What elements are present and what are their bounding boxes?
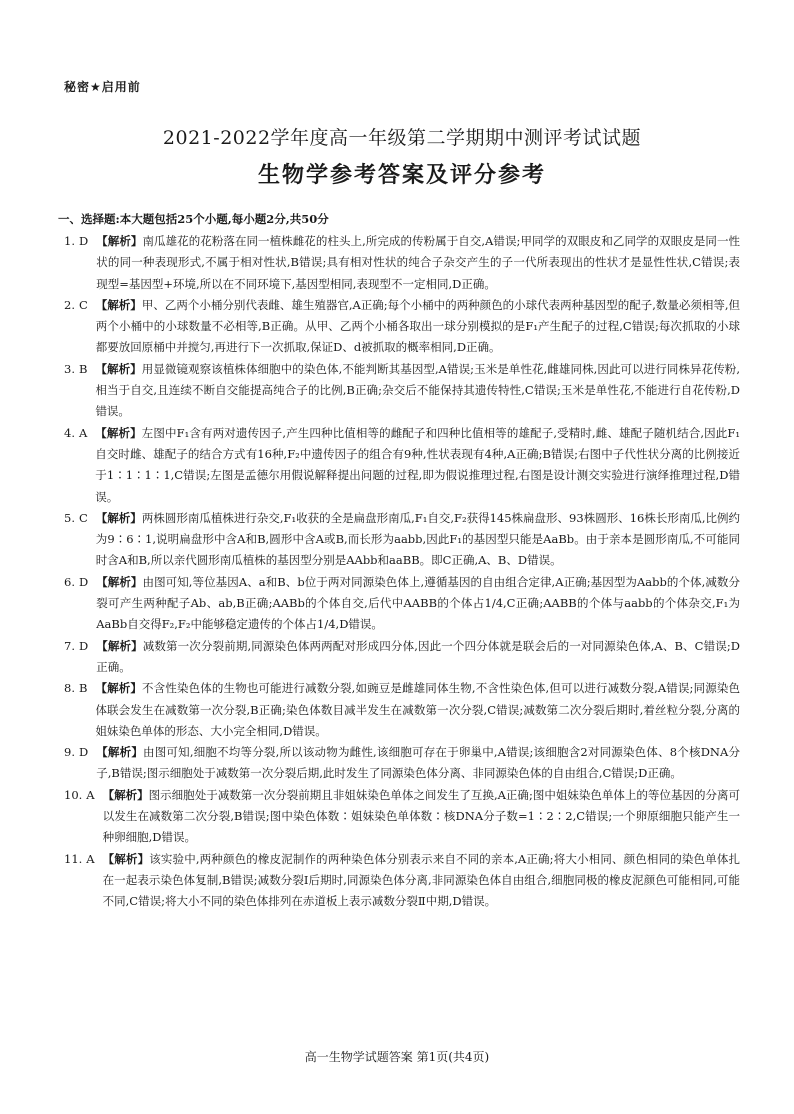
explanation [103,785,740,849]
analysis-tag: 【解析】 [96,745,144,760]
answer-list [64,231,740,913]
answer-choice: D [78,745,89,760]
answer-item [64,678,740,742]
question-number: 4. [64,425,75,440]
analysis-tag: 【解析】 [95,361,142,376]
analysis-tag: 【解析】 [95,681,143,696]
explanation-text: 用显微镜观察该植株体细胞中的染色体,不能判断其基因型,A错误;玉米是单性花,雌雄同株,因此可以进行同株异花传粉,相当于自交,且连续不断自交能提高纯合子的比例,B正确;杂交后不能保持其遗传特性,C错误;玉米是单性花,不能进行自花传粉,D错误。 [95,361,741,419]
answer-item [64,359,740,423]
answer-item [64,231,740,295]
question-number: 8. [64,681,75,696]
analysis-tag: 【解析】 [95,510,142,525]
question-number: 5. [64,510,75,525]
answer-choice: D [78,638,89,653]
answer-item [64,742,740,785]
explanation [95,359,740,423]
section-heading: 一、选择题:本大题包括25个小题,每小题2分,共50分 [58,212,329,226]
question-number: 11. [64,851,83,866]
explanation-text: 由图可知,等位基因A、a和B、b位于两对同源染色体上,遵循基因的自由组合定律,A正确;基因型为Aabb的个体,减数分裂可产生两种配子Ab、ab,B正确;AABb的个体自交,后代中AABB的个体占1/4,C正确;AABB的个体与aabb的个体杂交,F₁为AaBb自交得F₂,F₂中能够稳定遗传的个体占1/4,D错误。 [96,574,741,632]
question-number: 10. [64,787,83,802]
question-number: 2. [64,297,75,312]
question-number: 6. [64,574,75,589]
explanation-text: 甲、乙两个小桶分别代表雌、雄生殖器官,A正确;每个小桶中的两种颜色的小球代表两种基因型的配子,数量必须相等,但两个小桶中的小球数量不必相等,B正确。从甲、乙两个小桶各取出一球分别模拟的是F₁产生配子的过程,C错误;每次抓取的小球都要放回原桶中并搅匀,再进行下一次抓取,保证D、d被抓取的概率相同,D正确。 [95,297,741,355]
answer-item [64,636,740,679]
answer-choice: D [78,234,89,248]
question-number: 9. [64,745,75,760]
answer-item [64,508,740,572]
explanation [96,636,740,679]
answer-choice: A [78,425,88,440]
explanation [103,849,740,913]
explanation [95,678,740,742]
exam-title: 2021-2022学年度高一年级第二学期期中测评考试试题 [162,127,642,149]
explanation-text: 不含性染色体的生物也可能进行减数分裂,如豌豆是雌雄同体生物,不含性染色体,但可以进行减数分裂,A错误;同源染色体联会发生在减数第一次分裂,B正确;染色体数目减半发生在减数第一次分裂,C错误;减数第二次分裂后期时,着丝粒分裂,分离的姐妹染色单体的形态、大小完全相同,D错误。 [95,681,741,738]
question-number: 1. [64,234,75,248]
analysis-tag: 【解析】 [96,234,143,248]
explanation [96,742,740,785]
answer-item [64,572,740,636]
explanation-text: 南瓜雄花的花粉落在同一植株雌花的柱头上,所完成的传粉属于自交,A错误;甲同学的双眼皮和乙同学的双眼皮是同一性状的同一种表现形式,不属于相对性状,B错误;具有相对性状的纯合子杂交产生的子一代所表现出的性状才是显性性状,C错误;表现型=基因型+环境,所以在不同环境下,基因型相同,表现型不一定相同,D正确。 [96,234,741,291]
explanation [95,423,740,508]
answer-choice: B [78,361,88,376]
explanation-text: 图示细胞处于减数第一次分裂前期且非姐妹染色单体之间发生了互换,A正确;图中姐妹染色单体上的等位基因的分离可以发生在减数第二次分裂,B错误;图中染色体数∶姐妹染色单体数∶核DNA分子数=1∶2∶2,C错误;一个卵原细胞只能产生一种卵细胞,D错误。 [102,787,740,845]
analysis-tag: 【解析】 [95,297,142,312]
answer-item [64,785,740,849]
answer-choice: C [78,297,88,312]
explanation-text: 左图中F₁含有两对遗传因子,产生四种比值相等的雌配子和四种比值相等的雄配子,受精时,雌、雄配子随机结合,因此F₁自交时雌、雄配子的结合方式有16种,F₂中遗传因子的组合有9种,性状表现有4种,A正确;B错误;右图中子代性状分离的比例接近于1∶1∶1∶1,C错误;左图是孟德尔用假说解释提出问题的过程,即为假说推理过程,右图是设计测交实验进行演绎推理过程,D错误。 [95,425,740,504]
answer-choice: B [78,681,88,696]
question-number: 3. [64,361,75,376]
analysis-tag: 【解析】 [96,638,143,653]
answer-choice: C [78,510,88,525]
explanation [96,231,740,295]
analysis-tag: 【解析】 [102,851,150,866]
analysis-tag: 【解析】 [102,787,149,802]
explanation-text: 由图可知,细胞不均等分裂,所以该动物为雌性,该细胞可存在于卵巢中,A错误;该细胞含2对同源染色体、8个核DNA分子,B错误;图示细胞处于减数第一次分裂后期,此时发生了同源染色体分离、非同源染色体的自由组合,C错误;D正确。 [96,745,740,781]
explanation [96,295,740,359]
answer-item [64,849,740,913]
answer-item [64,423,740,508]
explanation [96,508,740,572]
answer-key-title: 生物学参考答案及评分参考 [257,163,546,188]
explanation-text: 减数第一次分裂前期,同源染色体两两配对形成四分体,因此一个四分体就是联会后的一对同源染色体,A、B、C错误;D正确。 [96,638,740,674]
explanation-text: 两株圆形南瓜植株进行杂交,F₁收获的全是扁盘形南瓜,F₁自交,F₂获得145株扁盘形、93株圆形、16株长形南瓜,比例约为9∶6∶1,说明扁盘形中含A和B,圆形中含A或B,而长形为aabb,因此F₁的基因型只能是AaBb。由于亲本是圆形南瓜,不可能同时含A和B,所以亲代圆形南瓜植株的基因型分别是AAbb和aaBB。即C正确,A、B、D错误。 [95,510,741,568]
confidential-label: 秘密★启用前 [64,80,141,94]
question-number: 7. [64,638,75,653]
analysis-tag: 【解析】 [95,425,142,440]
answer-choice: A [86,851,95,866]
page-footer: 高一生物学试题答案 第1页(共4页) [304,1050,490,1064]
answer-item [64,295,740,359]
answer-choice: D [78,574,89,589]
explanation-text: 该实验中,两种颜色的橡皮泥制作的两种染色体分别表示来自不同的亲本,A正确;将大小相同、颜色相同的染色单体扎在一起表示染色体复制,B错误;减数分裂Ⅰ后期时,同源染色体分离,非同源染色体自由组合,细胞同极的橡皮泥颜色可能相同,可能不同,C错误;将大小不同的染色体排列在赤道板上表示减数分裂Ⅱ中期,D错误。 [102,851,740,909]
analysis-tag: 【解析】 [96,574,143,589]
explanation [96,572,740,636]
answer-choice: A [86,787,95,802]
